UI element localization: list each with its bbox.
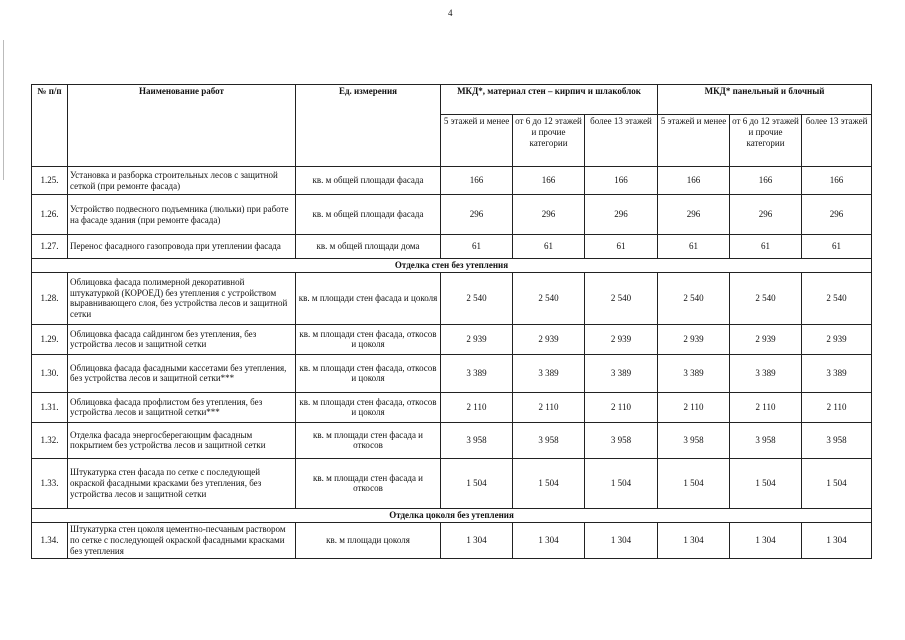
value-cell: 61 (441, 235, 513, 259)
row-number: 1.32. (32, 422, 68, 458)
rates-table (31, 84, 872, 559)
header-group-brick: МКД*, материал стен – кирпич и шлакоблок (441, 85, 658, 115)
value-cell: 1 504 (585, 458, 658, 508)
value-cell: 1 304 (802, 522, 872, 558)
value-cell: 2 939 (730, 324, 802, 354)
value-cell: 3 958 (513, 422, 585, 458)
work-name: Перенос фасадного газопровода при утеплении фасада (68, 235, 296, 259)
value-cell: 166 (585, 167, 658, 195)
table-row (32, 422, 872, 458)
section-row-walls (32, 259, 872, 273)
value-cell: 1 504 (802, 458, 872, 508)
table-row (32, 458, 872, 508)
value-cell: 1 504 (513, 458, 585, 508)
value-cell: 296 (585, 195, 658, 235)
value-cell: 166 (658, 167, 730, 195)
value-cell: 296 (730, 195, 802, 235)
header-unit: Ед. измерения (296, 85, 441, 167)
subheader: от 6 до 12 этажей и прочие категории (730, 115, 802, 167)
subheader: от 6 до 12 этажей и прочие категории (513, 115, 585, 167)
row-number: 1.26. (32, 195, 68, 235)
work-name: Установка и разборка строительных лесов с защитной сеткой (при ремонте фасада) (68, 167, 296, 195)
value-cell: 2 110 (513, 392, 585, 422)
value-cell: 3 958 (730, 422, 802, 458)
unit-cell: кв. м общей площади фасада (296, 195, 441, 235)
table-row (32, 235, 872, 259)
unit-cell: кв. м общей площади дома (296, 235, 441, 259)
value-cell: 3 958 (802, 422, 872, 458)
value-cell: 3 958 (441, 422, 513, 458)
value-cell: 1 504 (658, 458, 730, 508)
page-number: 4 (448, 8, 453, 18)
value-cell: 2 110 (441, 392, 513, 422)
value-cell: 2 540 (802, 272, 872, 324)
value-cell: 3 389 (513, 354, 585, 392)
value-cell: 2 110 (802, 392, 872, 422)
value-cell: 296 (658, 195, 730, 235)
value-cell: 2 939 (513, 324, 585, 354)
value-cell: 2 939 (802, 324, 872, 354)
value-cell: 1 304 (730, 522, 802, 558)
value-cell: 296 (513, 195, 585, 235)
row-number: 1.34. (32, 522, 68, 558)
value-cell: 1 304 (585, 522, 658, 558)
row-number: 1.29. (32, 324, 68, 354)
value-cell: 2 110 (658, 392, 730, 422)
value-cell: 3 958 (585, 422, 658, 458)
subheader: более 13 этажей (585, 115, 658, 167)
value-cell: 2 110 (730, 392, 802, 422)
value-cell: 296 (441, 195, 513, 235)
table-row (32, 354, 872, 392)
value-cell: 2 110 (585, 392, 658, 422)
header-group-panel: МКД* панельный и блочный (658, 85, 872, 115)
value-cell: 3 389 (658, 354, 730, 392)
unit-cell: кв. м площади стен фасада и откосов (296, 422, 441, 458)
margin-line (3, 40, 4, 180)
work-name: Облицовка фасада полимерной декоративной штукатуркой (КОРОЕД) без утепления с устройством выравнивающего слоя, без устройства лесов и защитной сетки (68, 272, 296, 324)
row-number: 1.28. (32, 272, 68, 324)
unit-cell: кв. м площади стен фасада, откосов и цоколя (296, 392, 441, 422)
unit-cell: кв. м площади цоколя (296, 522, 441, 558)
value-cell: 296 (802, 195, 872, 235)
work-name: Отделка фасада энергосберегающим фасадным покрытием без устройства лесов и защитной сетки (68, 422, 296, 458)
value-cell: 166 (441, 167, 513, 195)
value-cell: 1 504 (441, 458, 513, 508)
value-cell: 3 389 (802, 354, 872, 392)
value-cell: 2 540 (730, 272, 802, 324)
value-cell: 1 304 (658, 522, 730, 558)
table-row (32, 195, 872, 235)
value-cell: 3 958 (658, 422, 730, 458)
section-title: Отделка цоколя без утепления (32, 508, 872, 522)
subheader: более 13 этажей (802, 115, 872, 167)
work-name: Облицовка фасада профлистом без утепления, без устройства лесов и защитной сетки*** (68, 392, 296, 422)
value-cell: 2 939 (658, 324, 730, 354)
value-cell: 61 (658, 235, 730, 259)
value-cell: 1 304 (513, 522, 585, 558)
value-cell: 2 939 (441, 324, 513, 354)
unit-cell: кв. м общей площади фасада (296, 167, 441, 195)
work-name: Устройство подвесного подъемника (люльки) при работе на фасаде здания (при ремонте фасада) (68, 195, 296, 235)
section-row-plinth (32, 508, 872, 522)
value-cell: 2 939 (585, 324, 658, 354)
work-name: Облицовка фасада сайдингом без утепления, без устройства лесов и защитной сетки (68, 324, 296, 354)
row-number: 1.27. (32, 235, 68, 259)
value-cell: 3 389 (585, 354, 658, 392)
value-cell: 61 (802, 235, 872, 259)
value-cell: 2 540 (658, 272, 730, 324)
row-number: 1.30. (32, 354, 68, 392)
unit-cell: кв. м площади стен фасада и цоколя (296, 272, 441, 324)
work-name: Штукатурка стен цоколя цементно-песчаным раствором по сетке с последующей окраской фасадными красками без утепления (68, 522, 296, 558)
value-cell: 2 540 (441, 272, 513, 324)
unit-cell: кв. м площади стен фасада, откосов и цоколя (296, 354, 441, 392)
header-work: Наименование работ (68, 85, 296, 167)
table-row (32, 522, 872, 558)
table-row (32, 272, 872, 324)
table-row (32, 392, 872, 422)
value-cell: 2 540 (585, 272, 658, 324)
row-number: 1.33. (32, 458, 68, 508)
value-cell: 166 (730, 167, 802, 195)
value-cell: 166 (513, 167, 585, 195)
value-cell: 1 304 (441, 522, 513, 558)
header-num: № п/п (32, 85, 68, 167)
table-row (32, 324, 872, 354)
work-name: Облицовка фасада фасадными кассетами без утепления, без устройства лесов и защитной сетки*** (68, 354, 296, 392)
value-cell: 3 389 (441, 354, 513, 392)
value-cell: 61 (730, 235, 802, 259)
value-cell: 2 540 (513, 272, 585, 324)
value-cell: 166 (802, 167, 872, 195)
value-cell: 61 (513, 235, 585, 259)
work-name: Штукатурка стен фасада по сетке с последующей окраской фасадными красками без утепления, без устройства лесов и защитной сетки (68, 458, 296, 508)
row-number: 1.25. (32, 167, 68, 195)
unit-cell: кв. м площади стен фасада и откосов (296, 458, 441, 508)
subheader: 5 этажей и менее (441, 115, 513, 167)
section-title: Отделка стен без утепления (32, 259, 872, 273)
unit-cell: кв. м площади стен фасада, откосов и цоколя (296, 324, 441, 354)
table-row (32, 167, 872, 195)
value-cell: 1 504 (730, 458, 802, 508)
subheader: 5 этажей и менее (658, 115, 730, 167)
row-number: 1.31. (32, 392, 68, 422)
value-cell: 3 389 (730, 354, 802, 392)
value-cell: 61 (585, 235, 658, 259)
